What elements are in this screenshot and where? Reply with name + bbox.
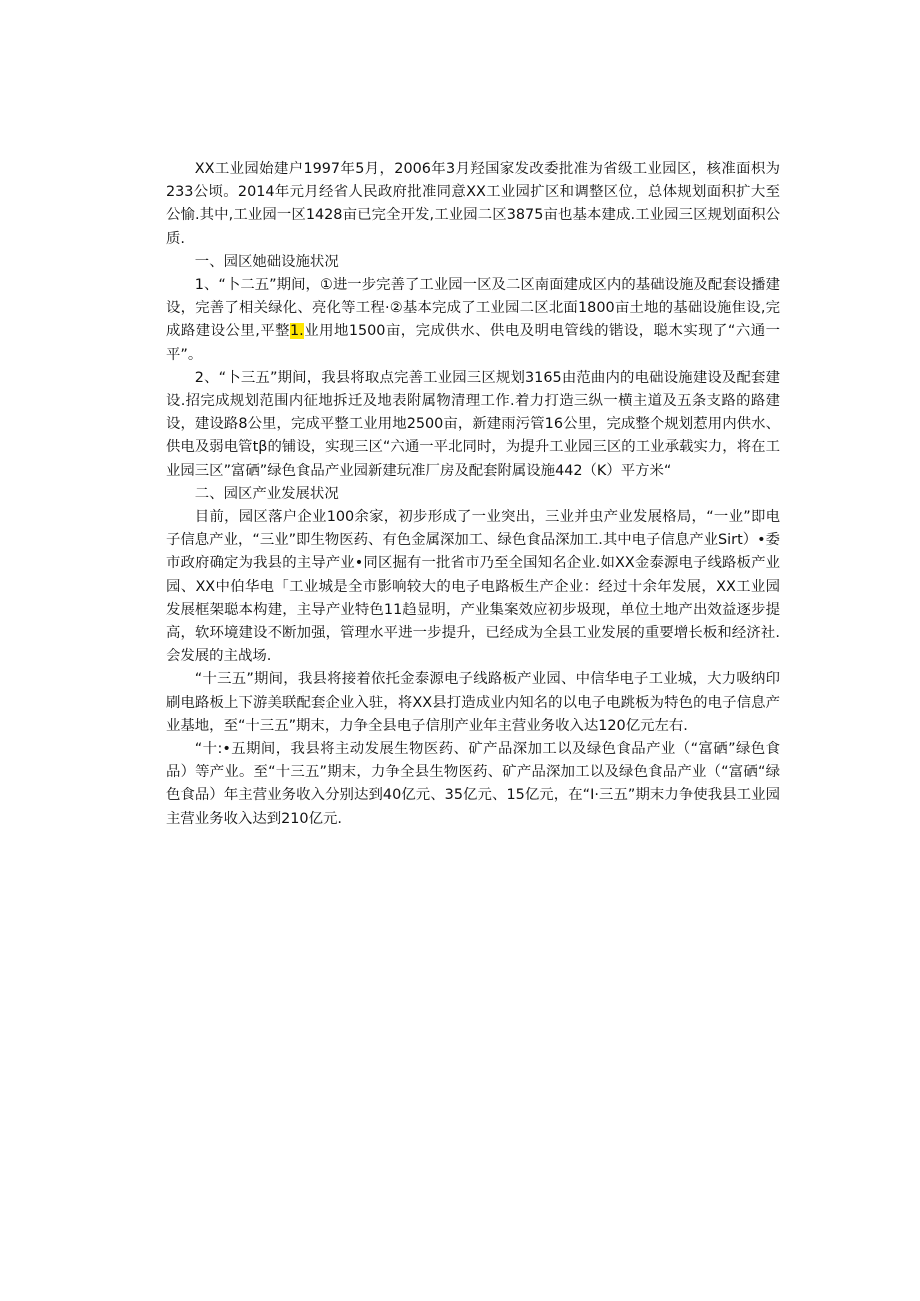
paragraph-text-part: 1、“卜二五”期间，①进一步完善了工业园一区及二区南面建成区内的基础设施及配套设播建设，完善了相关绿化、亮化等工程·②基本完成了工业园二区北面1800亩土地的基础设施隹设,完成路建设公里,平整 — [166, 277, 780, 340]
paragraph-current-industry: 目前，园区落户企业100余家，初步形成了一业突出，三业并虫产业发展格局，“一业”即电子信息产业，“三业”即生物医药、有色金属深加工、绿色食品深加工.其中电子信息产业Sirt）•委市政府确定为我县的主导产业•同区掘有一批省市乃至全国知名企业.如XX金泰源电子线路板产业园、XX中伯华电「工业城是全市影响较大的电子电路板生产企业：经过十余年发展，XX工业园发展框架聪本构建，主导产业特色11趋显明，产业集案效应初步圾现，单位土地产出效益逐步提高，软环境建设不断加强，管理水平进一步提升，已经成为全县工业发展的重要增长板和经济社.会发展的主战场. — [166, 509, 780, 665]
paragraph-12th-five-year — [166, 274, 780, 367]
highlighted-text: 1. — [290, 323, 304, 340]
paragraph-electronics-plan: “十三五”期间，我县将接着依托金泰源电子线路板产业园、中信华电子工业城，大力吸纳印刷电路板上下游美联配套企业入驻，将XX县打造成业内知名的以电子电跳板为特色的电子信息产业基地，至“十三五”期末，力争全县电子信刖产业年主营业务收入达120亿元左右. — [166, 671, 780, 734]
document-body — [166, 158, 780, 831]
paragraph-13th-five-year-infrastructure: 2、“卜三五”期间，我县将取点完善工业园三区规划3165由范曲内的电础设施建设及配套建设.招完成规划范围内征地拆迁及地表附属物清理工作.着力打造三纵一横主道及五条支路的路建设，建设路8公里，完成平整工业用地2500亩，新建雨污管16公里，完成整个规划惹用内供水、供电及弱电管tβ的铺设，实现三区“六通一平北同时，为提升工业园三区的工业承载实力，将在工业园三区”富硒”绿色食品产业园新建玩准厂房及配套附属设施442（K）平方米“ — [166, 369, 780, 479]
paragraph-text-part: 业用地1500亩，完成供水、供电及明电管线的锴设，聪木实现了“六通一平”。 — [166, 323, 780, 363]
section-heading-industry: 二、园区产业发展状况 — [194, 485, 339, 502]
section-heading-infrastructure: 一、园区她础设施状况 — [194, 253, 339, 270]
paragraph-intro: XX工业园始建户1997年5月，2006年3月羟国家发改委批准为省级工业园区，核准面枳为233公顷。2014年元月经省人民政府批准同意XX工业园扩区和调整区位，总体规划面积扩大至公愉.其中,工业园一区1428亩已完全开发,工业园二区3875亩也基本建成.工业园三区规划面积公质. — [166, 161, 780, 247]
paragraph-other-industries-plan: “十:•五期间，我县将主动发展生物医药、矿产品深加工以及绿色食品产业（“富硒”绿色食品）等产业。至“十三五”期末，力争全县生物医药、矿产品深加工以及绿色食品产业（“富硒“绿色食品）年主营业务收入分别达到40亿元、35亿元、15亿元，在“I·三五”期末力争使我县工业园主营业务收入达到210亿元. — [166, 741, 780, 827]
